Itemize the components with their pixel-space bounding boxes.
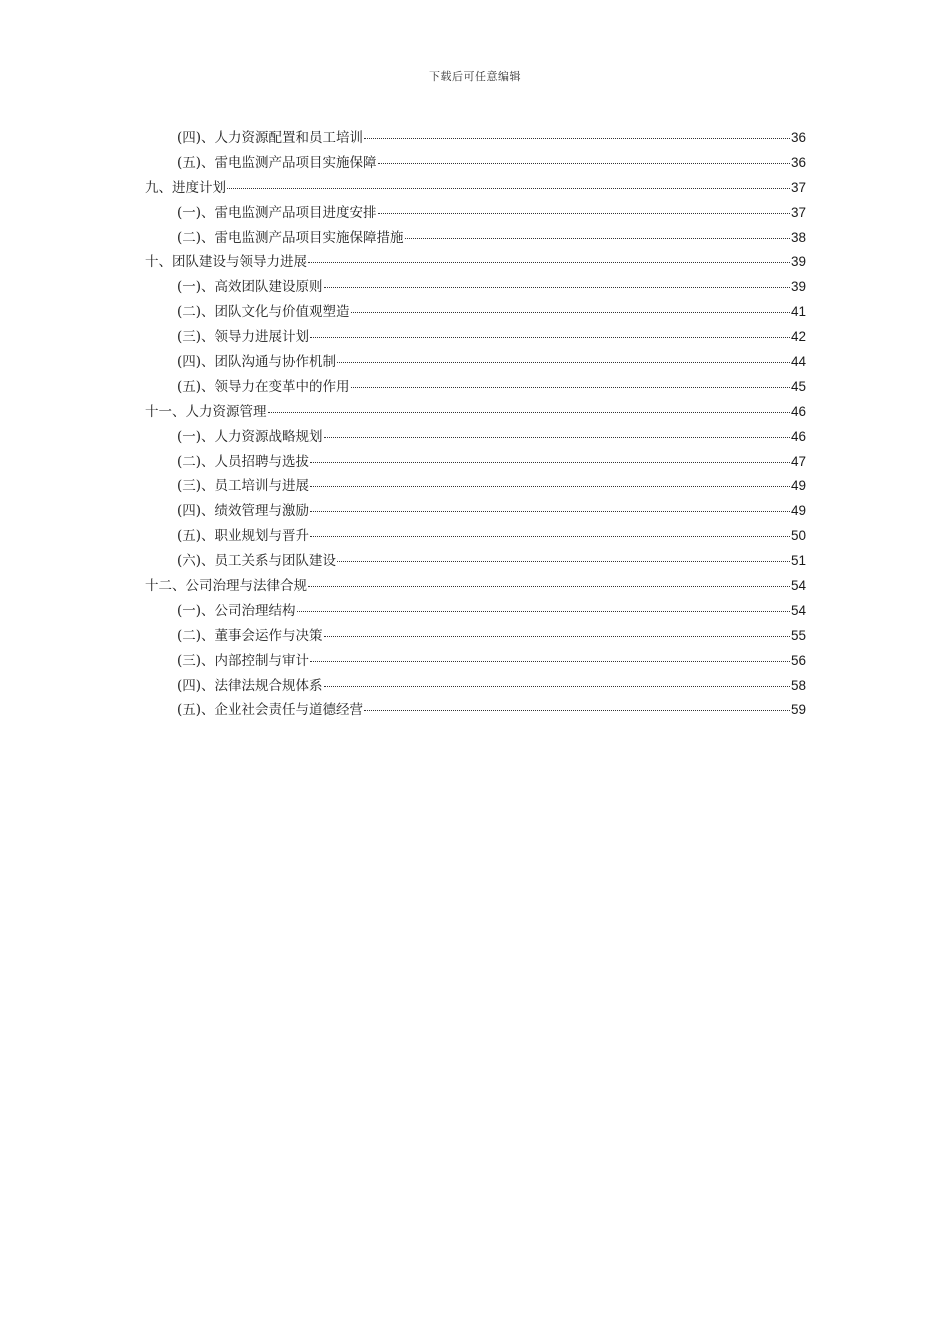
toc-entry[interactable] — [145, 350, 806, 375]
toc-entry[interactable] — [145, 524, 806, 549]
toc-entry-title: (一)、公司治理结构 — [177, 602, 296, 619]
toc-entry-title: 十、团队建设与领导力进展 — [145, 254, 307, 271]
toc-entry-page-number: 39 — [790, 279, 806, 295]
toc-entry-title: (二)、董事会运作与决策 — [177, 627, 323, 644]
toc-entry-page-number: 46 — [790, 403, 806, 419]
toc-entry-title: 九、进度计划 — [145, 179, 226, 196]
toc-entry[interactable] — [145, 300, 806, 325]
toc-entry[interactable] — [145, 624, 806, 649]
toc-entry-title: (六)、员工关系与团队建设 — [177, 553, 337, 570]
toc-entry-title: 十一、人力资源管理 — [145, 403, 267, 420]
toc-entry-page-number: 47 — [790, 453, 806, 469]
toc-entry[interactable] — [145, 151, 806, 176]
toc-entry[interactable] — [145, 176, 806, 201]
toc-leader-dots — [351, 387, 790, 388]
toc-entry[interactable] — [145, 549, 806, 574]
toc-entry[interactable] — [145, 474, 806, 499]
toc-entry-title: (一)、高效团队建设原则 — [177, 279, 323, 296]
toc-entry-title: (四)、人力资源配置和员工培训 — [177, 130, 364, 146]
toc-leader-dots — [337, 561, 790, 562]
toc-entry-page-number: 49 — [790, 478, 806, 494]
toc-entry-title: (三)、内部控制与审计 — [177, 652, 310, 669]
toc-leader-dots — [310, 536, 790, 537]
toc-leader-dots — [297, 611, 790, 612]
toc-entry-title: (三)、员工培训与进展 — [177, 478, 310, 495]
toc-leader-dots — [337, 362, 790, 363]
toc-leader-dots — [324, 287, 790, 288]
toc-leader-dots — [310, 661, 790, 662]
toc-entry[interactable] — [145, 126, 806, 151]
toc-entry[interactable] — [145, 375, 806, 400]
toc-leader-dots — [308, 586, 790, 587]
toc-entry[interactable] — [145, 599, 806, 624]
toc-leader-dots — [310, 337, 790, 338]
toc-entry-page-number: 36 — [790, 154, 806, 170]
toc-entry-page-number: 36 — [790, 130, 806, 145]
toc-entry-title: (五)、职业规划与晋升 — [177, 528, 310, 545]
toc-entry[interactable] — [145, 574, 806, 599]
toc-leader-dots — [405, 238, 790, 239]
toc-entry[interactable] — [145, 226, 806, 251]
toc-leader-dots — [310, 462, 790, 463]
toc-entry-page-number: 59 — [790, 702, 806, 718]
toc-leader-dots — [324, 686, 790, 687]
toc-entry-title: (二)、雷电监测产品项目实施保障措施 — [177, 229, 404, 246]
toc-leader-dots — [364, 710, 790, 711]
toc-entry[interactable] — [145, 400, 806, 425]
toc-entry-page-number: 54 — [790, 578, 806, 594]
toc-entry-title: (一)、雷电监测产品项目进度安排 — [177, 204, 377, 221]
toc-entry-title: (二)、团队文化与价值观塑造 — [177, 304, 350, 321]
toc-entry-title: (一)、人力资源战略规划 — [177, 428, 323, 445]
toc-leader-dots — [310, 511, 790, 512]
toc-entry-title: (五)、雷电监测产品项目实施保障 — [177, 154, 377, 171]
toc-entry-page-number: 41 — [790, 304, 806, 320]
toc-leader-dots — [268, 412, 790, 413]
toc-entry-title: (三)、领导力进展计划 — [177, 329, 310, 346]
toc-entry-page-number: 56 — [790, 652, 806, 668]
toc-entry[interactable] — [145, 674, 806, 699]
toc-entry[interactable] — [145, 649, 806, 674]
toc-entry-title: 十二、公司治理与法律合规 — [145, 578, 307, 595]
toc-leader-dots — [351, 312, 790, 313]
toc-leader-dots — [364, 138, 790, 139]
toc-entry-page-number: 46 — [790, 428, 806, 444]
page-header: 下载后可任意编辑 — [429, 70, 521, 83]
toc-entry-page-number: 38 — [790, 229, 806, 245]
toc-leader-dots — [227, 188, 790, 189]
toc-leader-dots — [378, 163, 790, 164]
toc-entry-page-number: 58 — [790, 677, 806, 693]
toc-entry-title: (四)、团队沟通与协作机制 — [177, 354, 337, 371]
toc-leader-dots — [324, 636, 790, 637]
toc-entry[interactable] — [145, 275, 806, 300]
toc-leader-dots — [308, 262, 790, 263]
toc-entry[interactable] — [145, 250, 806, 275]
toc-entry[interactable] — [145, 698, 806, 723]
toc-entry-page-number: 39 — [790, 254, 806, 270]
toc-leader-dots — [378, 213, 790, 214]
toc-entry-title: (四)、绩效管理与激励 — [177, 503, 310, 520]
toc-entry[interactable] — [145, 450, 806, 475]
toc-entry[interactable] — [145, 325, 806, 350]
toc-entry-title: (四)、法律法规合规体系 — [177, 677, 323, 694]
toc-entry-page-number: 37 — [790, 204, 806, 220]
toc-entry[interactable] — [145, 201, 806, 226]
toc-entry-title: (五)、企业社会责任与道德经营 — [177, 702, 364, 719]
toc-leader-dots — [324, 437, 790, 438]
toc-entry-page-number: 45 — [790, 378, 806, 394]
table-of-contents — [145, 126, 806, 723]
toc-entry-page-number: 50 — [790, 528, 806, 544]
toc-entry-page-number: 44 — [790, 354, 806, 370]
toc-entry-title: (二)、人员招聘与选拔 — [177, 453, 310, 470]
toc-entry-page-number: 49 — [790, 503, 806, 519]
toc-entry[interactable] — [145, 499, 806, 524]
toc-entry-page-number: 37 — [790, 179, 806, 195]
toc-entry-page-number: 54 — [790, 602, 806, 618]
toc-entry[interactable] — [145, 425, 806, 450]
toc-entry-page-number: 42 — [790, 329, 806, 345]
toc-entry-title: (五)、领导力在变革中的作用 — [177, 378, 350, 395]
toc-entry-page-number: 55 — [790, 627, 806, 643]
toc-entry-page-number: 51 — [790, 553, 806, 569]
toc-leader-dots — [310, 486, 790, 487]
